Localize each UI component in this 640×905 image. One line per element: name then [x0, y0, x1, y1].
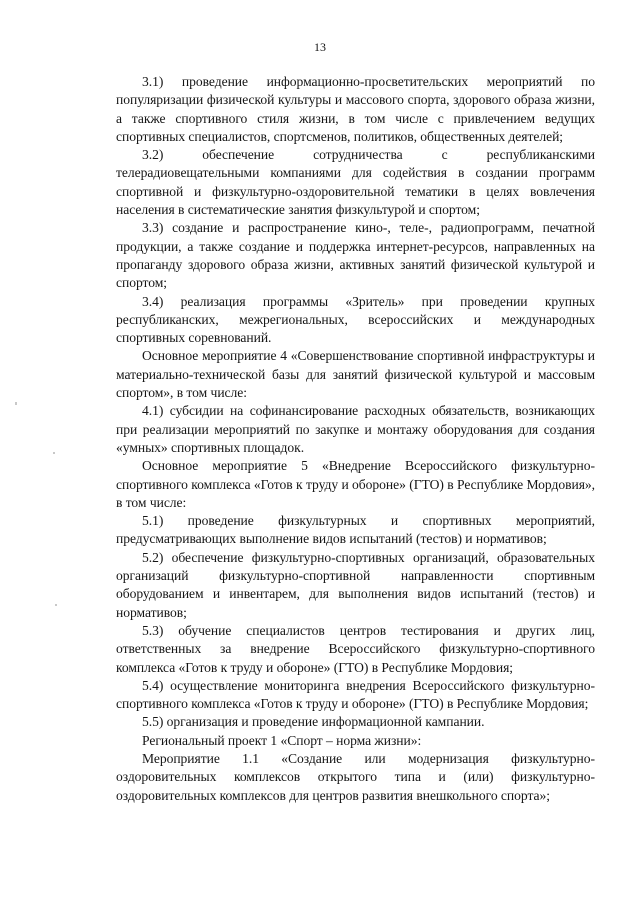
paragraph-main-event-5: Основное мероприятие 5 «Внедрение Всероссийского физкультурно-спортивного комплекса «Готов к труду и обороне» (ГТО) в Республике Мордовия», в том числе:: [116, 458, 595, 510]
paragraph-4-1: 4.1) субсидии на софинансирование расходных обязательств, возникающих при реализации мероприятий по закупке и монтажу оборудования для создания «умных» спортивных площадок.: [116, 403, 595, 455]
page-number: 13: [314, 40, 326, 54]
paragraph-5-3: 5.3) обучение специалистов центров тестирования и других лиц, ответственных за внедрение Всероссийского физкультурно-спортивного комплекса «Готов к труду и обороне» (ГТО) в Республике Мордовия;: [116, 622, 595, 675]
paragraph-3-4: 3.4) реализация программы «Зритель» при проведении крупных республиканских, межрегиональных, всероссийских и международных спортивных соревнований.: [116, 293, 595, 346]
paragraph-5-5: 5.5) организация и проведение информационной кампании.: [142, 714, 485, 730]
scan-speck: [55, 604, 57, 606]
scan-speck: [53, 452, 55, 454]
paragraph-regional-project-1: Региональный проект 1 «Спорт – норма жизни»:: [142, 732, 422, 748]
paragraph-5-1: 5.1) проведение физкультурных и спортивных мероприятий, предусматривающих выполнение видов испытаний (тестов) и нормативов;: [116, 513, 595, 547]
paragraph-main-event-4: Основное мероприятие 4 «Совершенствование спортивной инфраструктуры и материально-технической базы для занятий физической культурой и массовым спортом», в том числе:: [116, 348, 595, 401]
paragraph-3-3: 3.3) создание и распространение кино-, теле-, радиопрограмм, печатной продукции, а также создание и поддержка интернет-ресурсов, направленных на пропаганду здорового образа жизни, активных занятий физической культурой и спортом;: [116, 220, 595, 291]
scan-speck: [15, 402, 17, 405]
paragraph-3-2: 3.2) обеспечение сотрудничества с республиканскими телерадиовещательными компаниями для содействия в создании программ спортивной и физкультурно-оздоровительной тематики в целях вовлечения населения в систематические занятия физкультурой и спортом;: [116, 147, 595, 218]
paragraph-3-1: 3.1) проведение информационно-просветительских мероприятий по популяризации физической культуры и массового спорта, здорового образа жизни, а также спортивного стиля жизни, в том числе с привлечением ведущих спортивных специалистов, спортсменов, политиков, общественных деятелей;: [116, 74, 595, 144]
paragraph-5-4: 5.4) осуществление мониторинга внедрения Всероссийского физкультурно-спортивного комплекса «Готов к труду и обороне» (ГТО) в Республике Мордовия;: [116, 677, 595, 712]
paragraph-event-1-1: Мероприятие 1.1 «Создание или модернизация физкультурно-оздоровительных комплексов открытого типа и (или) физкультурно-оздоровительных комплексов для центров развития внешкольного спорта»;: [116, 750, 595, 803]
document-body: [116, 73, 595, 805]
paragraph-5-2: 5.2) обеспечение физкультурно-спортивных организаций, образовательных организаций физкультурно-спортивной направленности спортивным оборудованием и инвентарем, для выполнения видов испытаний (тестов) и нормативов;: [116, 549, 595, 620]
